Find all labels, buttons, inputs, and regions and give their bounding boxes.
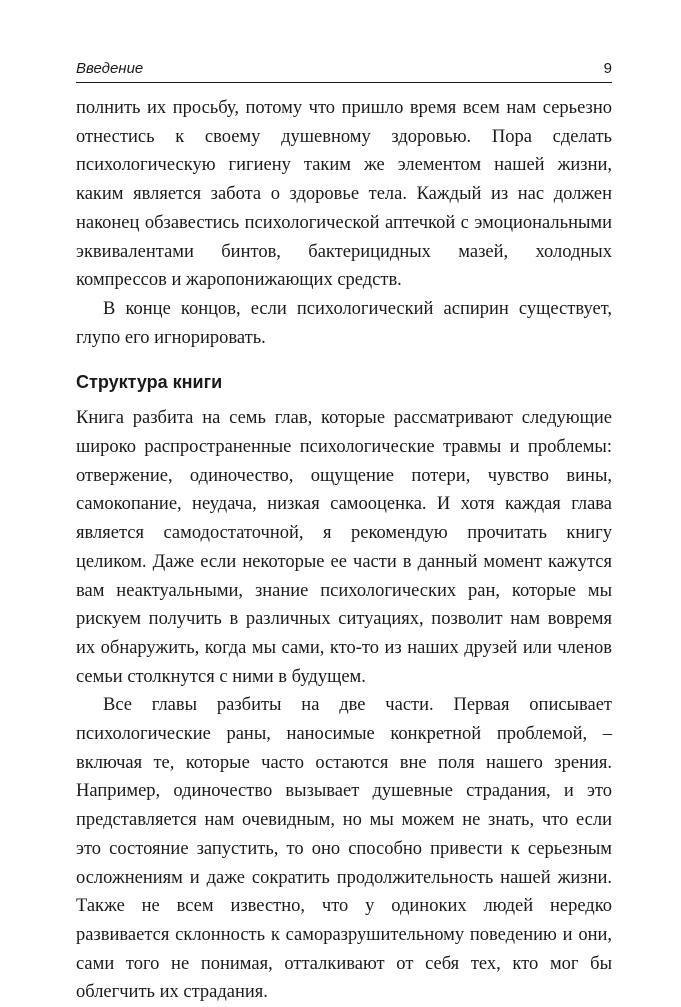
- paragraph-continued: полнить их просьбу, потому что пришло время всем нам серьезно отнестись к своему душевному здоровью. Пора сделать психологическую гигиену таким же элементом нашей жизни, каким является забота о здоровье тела. Каждый из нас должен наконец обзавестись психологической аптечкой с эмоциональными эквивалентами бинтов, бактерицидных мазей, холодных компрессов и жаропонижающих средств.: [76, 98, 612, 291]
- running-header-title: Введение: [76, 60, 144, 77]
- paragraph-aspirin: В конце концов, если психологический аспирин существует, глупо его игнорировать.: [76, 298, 612, 348]
- paragraph-book-structure: Книга разбита на семь глав, которые рассматривают следующие широко распространенные психологические травмы и проблемы: отвержение, одиночество, ощущение потери, чувство вины, самокопание, неудача, низкая самооценка. И хотя каждая глава является самодостаточной, я рекомендую прочитать книгу целиком. Даже если некоторые ее части в данный момент кажутся вам неактуальными, знание психологических ран, которые мы рискуем получить в различных ситуациях, позволит нам вовремя их обнаружить, когда мы сами, кто-то из наших друзей или членов семьи столкнутся с ними в будущем.: [76, 408, 612, 687]
- running-header: [76, 58, 612, 83]
- section-heading: Структура книги: [76, 372, 223, 393]
- page-body: [76, 94, 612, 1007]
- paragraph-chapter-parts: Все главы разбиты на две части. Первая описывает психологические раны, наносимые конкретной проблемой, – включая те, которые часто остаются вне поля нашего зрения. Например, одиночество вызывает душевные страдания, и это представляется нам очевидным, но мы можем не знать, что если это состояние запустить, то оно способно привести к серьезным осложнениям и даже сократить продолжительность нашей жизни. Также не всем известно, что у одиноких людей нередко развивается склонность к саморазрушительному поведению и они, сами того не понимая, отталкивают от себя тех, кто мог бы облегчить их страдания.: [76, 695, 612, 1003]
- page-number: 9: [603, 60, 612, 77]
